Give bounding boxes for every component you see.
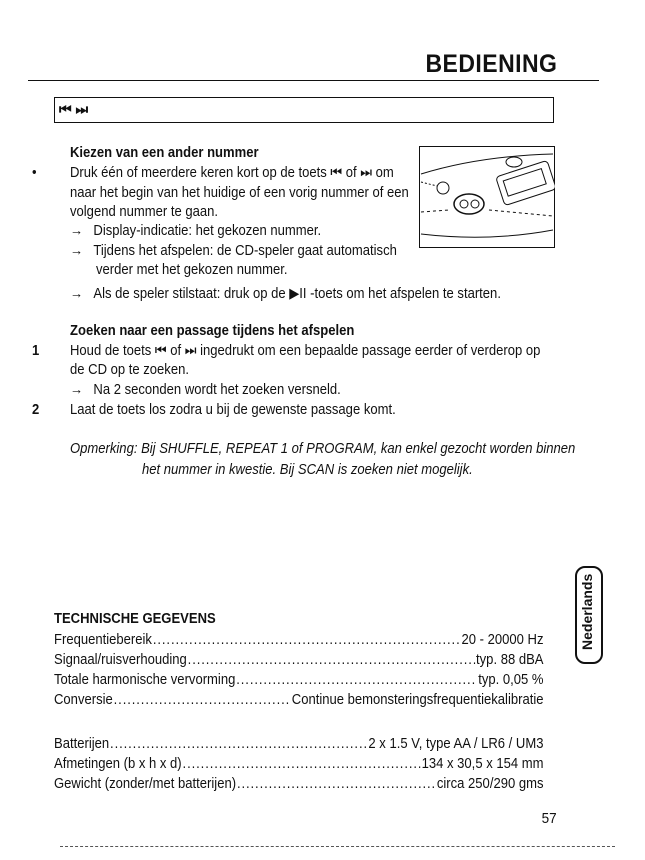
spec-row: Gewicht (zonder/met batterijen) ..... circa 250/290 gms bbox=[54, 775, 544, 794]
language-tab bbox=[571, 566, 605, 664]
arrow-icon: → bbox=[70, 382, 84, 398]
section-heading-search: Zoeken naar een passage tijdens het afspelen bbox=[70, 323, 355, 339]
header-rule bbox=[28, 80, 599, 81]
page-number: 57 bbox=[541, 810, 557, 827]
spec-row: Conversie ..... Continue bemonsteringsfrequentiekalibratie bbox=[54, 691, 544, 710]
spec-row: Frequentiebereik ..... 20 - 20000 Hz bbox=[54, 631, 544, 650]
result-line-cont: verder met het gekozen nummer. bbox=[96, 262, 288, 278]
cd-player-diagram bbox=[419, 146, 555, 248]
specs-heading: TECHNISCHE GEGEVENS bbox=[54, 611, 216, 627]
step-text: Laat de toets los zodra u bij de gewenste passage komt. bbox=[70, 402, 396, 418]
footer-rule bbox=[60, 846, 615, 848]
arrow-icon: → bbox=[70, 286, 84, 302]
spec-row: Batterijen ..... 2 x 1.5 V, type AA / LR6 / UM3 bbox=[54, 735, 544, 754]
skip-prev-next-icon: ⏮ ⏭ bbox=[59, 101, 89, 117]
step-number: 1 bbox=[32, 343, 40, 359]
instruction-line: volgend nummer te gaan. bbox=[70, 204, 218, 220]
instruction-line: naar het begin van het huidige of een vorig nummer of een bbox=[70, 185, 409, 201]
arrow-icon: → bbox=[70, 223, 84, 239]
spec-row: Afmetingen (b x h x d) ..... 134 x 30,5 x 154 mm bbox=[54, 755, 544, 774]
step-text: de CD op te zoeken. bbox=[70, 362, 189, 378]
spec-row: Totale harmonische vervorming ..... typ. 0,05 % bbox=[54, 671, 544, 690]
spec-row: Signaal/ruisverhouding ..... typ. 88 dBA bbox=[54, 651, 544, 670]
section-heading-choose-track: Kiezen van een ander nummer bbox=[70, 145, 259, 161]
skip-buttons-bar bbox=[54, 97, 554, 123]
result-line: → Als de speler stilstaat: druk op de ▶II -toets om het afspelen te starten. bbox=[70, 286, 501, 302]
step-number: 2 bbox=[32, 402, 40, 418]
step-text: Houd de toets ⏮ of ⏭ ingedrukt om een bepaalde passage eerder of verderop op bbox=[70, 343, 541, 359]
result-line: → Display-indicatie: het gekozen nummer. bbox=[70, 223, 322, 239]
instruction-line: Druk één of meerdere keren kort op de toets ⏮ of ⏭ om bbox=[70, 165, 394, 181]
result-line: → Na 2 seconden wordt het zoeken versneld. bbox=[70, 382, 341, 398]
note-text: het nummer in kwestie. Bij SCAN is zoeken niet mogelijk. bbox=[142, 462, 473, 478]
note-text: Opmerking: Bij SHUFFLE, REPEAT 1 of PROGRAM, kan enkel gezocht worden binnen bbox=[70, 441, 576, 457]
result-line: → Tijdens het afspelen: de CD-speler gaat automatisch bbox=[70, 243, 397, 259]
arrow-icon: → bbox=[70, 243, 84, 259]
bullet-icon: • bbox=[32, 165, 37, 181]
language-tab-label: Nederlands bbox=[579, 573, 595, 650]
page-title: BEDIENING bbox=[425, 50, 557, 78]
